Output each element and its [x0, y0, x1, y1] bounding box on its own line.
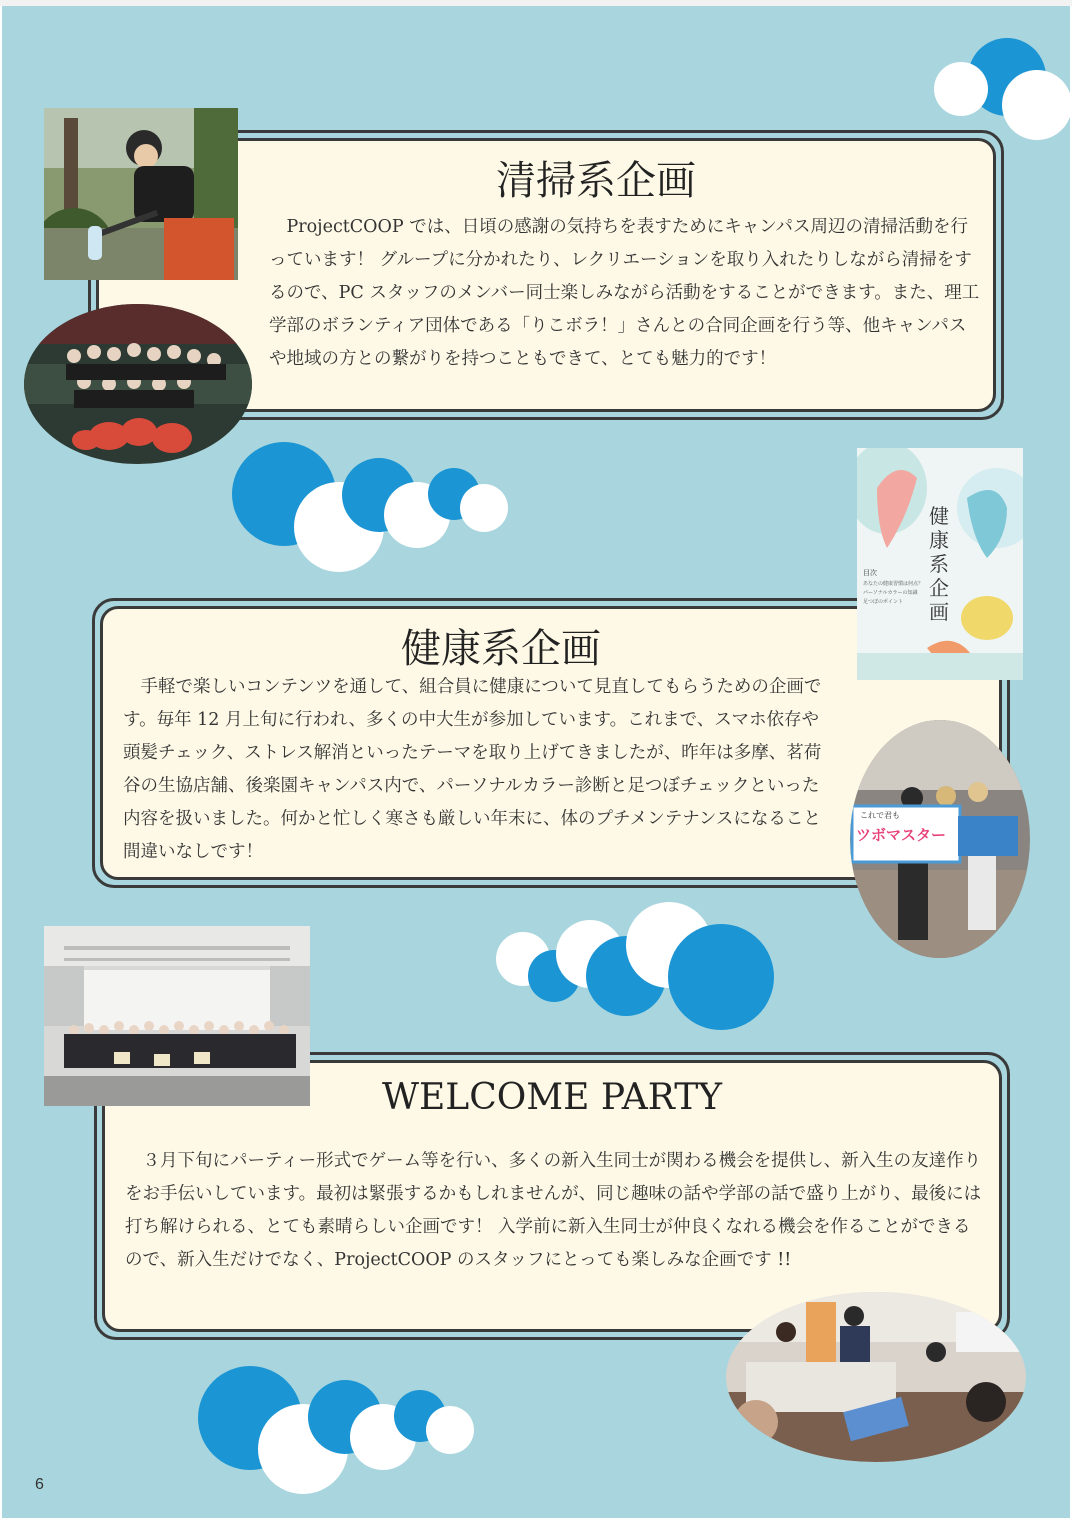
health-event-photo: [850, 720, 1030, 958]
section-title: 清掃系企画: [496, 158, 696, 204]
signboard-big: ツボマスター: [856, 827, 947, 844]
booklet-toc-item: あなたの健康習慣は何点？: [863, 581, 924, 587]
booklet-toc-item: 足つぼのポイント: [863, 599, 904, 605]
page: [2, 6, 1070, 1518]
section-body: ３月下旬にパーティー形式でゲーム等を行い、多くの新入生同士が関わる機会を提供し、新入生の友達作りをお手伝いしています。最初は緊張するかもしれませんが、同じ趣味の話や学部の話で盛り上がり、最後には打ち解けられる、とても素晴らしい企画です！ 入学前に新入生同士が仲良くなれる機会を作ることができるので、新入生だけでなく、ProjectCOOP のスタッフにとっても楽しみな企画です !!: [125, 1151, 982, 1270]
section-body: 手軽で楽しいコンテンツを通して、組合員に健康について見直してもらうための企画です。毎年 12 月上旬に行われ、多くの中大生が参加しています。これまで、スマホ依存や頭髪チェック、ストレス解消といったテーマを取り上げてきましたが、昨年は多摩、茗荷谷の生協店舗、後楽園キャンパス内で、パーソナルカラー診断と足つぼチェックといった内容を扱いました。何かと忙しく寒さも厳しい年末に、体のプチメンテナンスになること間違いなしです！: [123, 677, 822, 862]
circle-decoration: [668, 924, 774, 1030]
signboard-small: これで君も: [860, 811, 900, 820]
section-title: WELCOME PARTY: [382, 1077, 722, 1118]
welcome-party-group-photo: [44, 926, 310, 1106]
booklet-toc-item: パーソナルカラーの知識: [863, 590, 918, 596]
section-body: ProjectCOOP では、日頃の感謝の気持ちを表すためにキャンパス周辺の清掃活動を行っています！ グループに分かれたり、レクリエーションを取り入れたりしながら清掃をするので、PC スタッフのメンバー同士楽しみながら活動をすることができます。また、理工学部のボランティア団体である「りこボラ！」さんとの合同企画を行う等、他キャンパスや地域の方との繋がりを持つこともできて、とても魅力的です！: [269, 217, 980, 369]
circle-decoration: [934, 62, 988, 116]
booklet-cover: [857, 448, 1023, 680]
booklet-toc: [863, 580, 933, 607]
cleaning-photo: [44, 108, 238, 280]
circle-decoration: [426, 1406, 474, 1454]
booklet-title: 健康系企画: [929, 504, 949, 624]
circle-decoration: [460, 484, 508, 532]
booklet-toc-heading: 目次: [863, 570, 877, 577]
welcome-party-photo: [726, 1292, 1026, 1462]
page-number: 6: [35, 1476, 44, 1493]
section-title: 健康系企画: [401, 626, 601, 672]
cleaning-group-photo: [24, 304, 252, 464]
circle-decoration: [1002, 70, 1070, 140]
